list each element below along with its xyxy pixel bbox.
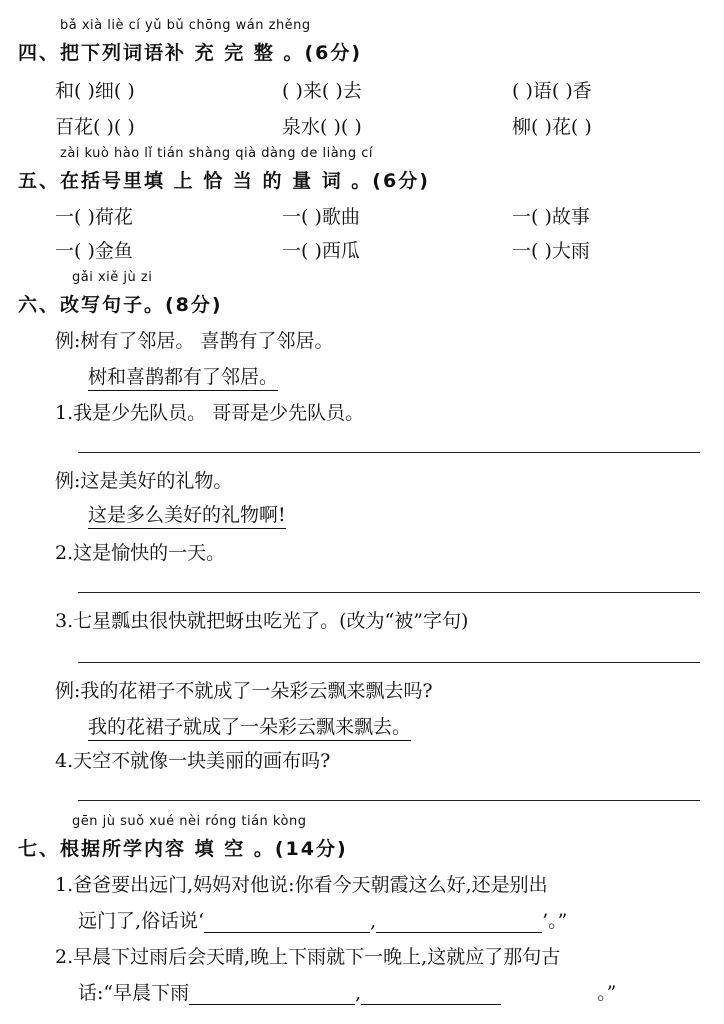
s7-heading: 七、根据所学内容 填 空 。(14分)	[18, 838, 348, 860]
s6-heading: 六、改写句子。(8分)	[18, 294, 223, 316]
s5-row1-col1: 一( )荷花	[55, 206, 133, 228]
s5-row2-col1: 一( )金鱼	[55, 240, 133, 262]
s6-question4: 4.天空不就像一块美丽的画布吗?	[55, 750, 331, 772]
s6-pinyin: gǎi xiě jù zi	[72, 270, 153, 285]
s7-q2-prefix: 话:“早晨下雨	[78, 982, 190, 1004]
s6-question2: 2.这是愉快的一天。	[55, 542, 226, 564]
s7-q1-blank-2[interactable]	[376, 912, 542, 933]
s6-example2-answer: 这是多么美好的礼物啊!	[88, 500, 286, 529]
s4-row2-col1: 百花( )( )	[55, 116, 135, 138]
s7-question1-line2	[78, 906, 567, 933]
s6-answer-line-4[interactable]	[78, 800, 700, 801]
s6-example1-answer: 树和喜鹊都有了邻居。	[88, 362, 278, 391]
s7-q2-ending: 。”	[597, 982, 617, 1004]
s7-q1-prefix: 远门了,俗话说‘	[78, 910, 205, 932]
s4-row1-col1: 和( )细( )	[55, 80, 135, 102]
s7-q2-blank-1[interactable]	[189, 984, 355, 1005]
s6-answer-line-1[interactable]	[78, 452, 700, 453]
s6-example1-question: 例:树有了邻居。 喜鹊有了邻居。	[55, 330, 334, 352]
s5-pinyin: zài kuò hào lǐ tián shàng qià dàng de liàng cí	[60, 146, 374, 161]
s5-row2-col2: 一( )西瓜	[282, 240, 360, 262]
s6-answer-line-3[interactable]	[78, 662, 700, 663]
s6-example2-question: 例:这是美好的礼物。	[55, 470, 233, 492]
s4-row2-col3: 柳( )花( )	[512, 116, 592, 138]
s4-row1-col2: ( )来( )去	[282, 80, 362, 102]
s7-q1-ending: ’。”	[542, 910, 568, 932]
s5-row1-col2: 一( )歌曲	[282, 206, 360, 228]
s7-q1-separator: ,	[370, 910, 377, 932]
s4-row2-col2: 泉水( )( )	[282, 116, 362, 138]
s4-heading: 四、把下列词语补 充 完 整 。(6分)	[18, 42, 363, 64]
s6-question3: 3.七星瓢虫很快就把蚜虫吃光了。(改为“被”字句)	[55, 610, 469, 632]
s6-example3-answer: 我的花裙子就成了一朵彩云飘来飘去。	[88, 712, 411, 741]
s7-q2-blank-2[interactable]	[361, 984, 501, 1005]
s6-answer-line-2[interactable]	[78, 592, 700, 593]
s4-row1-col3: ( )语( )香	[512, 80, 592, 102]
s7-question1-line1: 1.爸爸要出远门,妈妈对他说:你看今天朝霞这么好,还是别出	[55, 874, 548, 896]
s7-question2-line2	[78, 978, 616, 1005]
s6-question1: 1.我是少先队员。 哥哥是少先队员。	[55, 402, 365, 424]
s6-example3-question: 例:我的花裙子不就成了一朵彩云飘来飘去吗?	[55, 680, 433, 702]
s4-pinyin: bǎ xià liè cí yǔ bǔ chōng wán zhěng	[60, 18, 311, 33]
s7-pinyin: gēn jù suǒ xué nèi róng tián kòng	[72, 814, 307, 829]
s5-row1-col3: 一( )故事	[512, 206, 590, 228]
s5-row2-col3: 一( )大雨	[512, 240, 590, 262]
s7-question2-line1: 2.早晨下过雨后会天晴,晚上下雨就下一晚上,这就应了那句古	[55, 946, 561, 968]
s7-q2-separator: ,	[355, 982, 362, 1004]
s5-heading: 五、在括号里填 上 恰 当 的 量 词 。(6分)	[18, 170, 430, 192]
s7-q1-blank-1[interactable]	[204, 912, 370, 933]
